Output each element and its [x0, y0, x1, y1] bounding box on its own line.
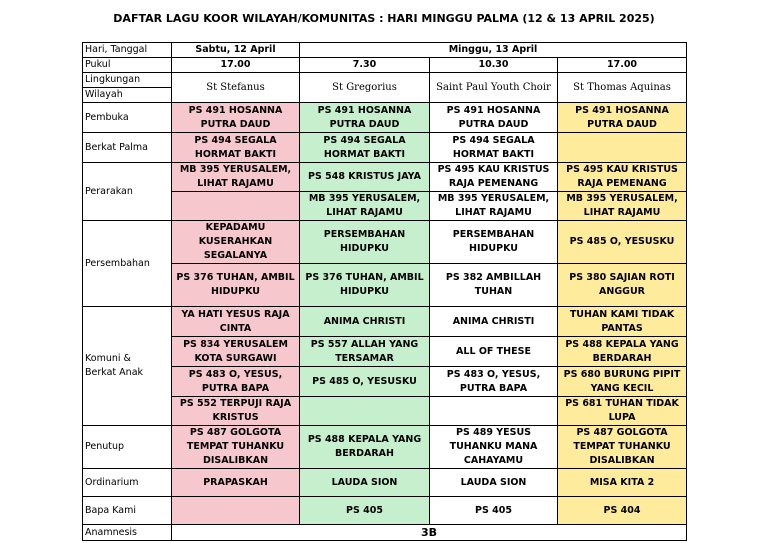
row-label: Anamnesis — [83, 525, 172, 541]
song-cell: PS 491 HOSANNA PUTRA DAUD — [172, 103, 300, 133]
time-cell: 10.30 — [430, 58, 558, 73]
song-cell: PS 485 O, YESUSKU — [300, 366, 429, 396]
song-cell: PERSEMBAHAN HIDUPKU — [430, 221, 558, 264]
time-cell: 17.00 — [558, 58, 687, 73]
song-cell: PS 557 ALLAH YANG TERSAMAR — [300, 336, 429, 366]
choir-name: Saint Paul Youth Choir — [430, 73, 558, 103]
row-label: Ordinarium — [83, 469, 172, 497]
song-cell — [300, 396, 429, 425]
komuni-label-line1: Komuni & — [85, 353, 131, 364]
song-cell: PS 405 — [300, 497, 430, 525]
komuni-column-stefanus — [172, 307, 300, 426]
header-row-date — [83, 43, 687, 58]
song-cell: PS 380 SAJIAN ROTI ANGGUR — [558, 264, 687, 307]
table-row — [83, 103, 687, 133]
song-cell: MB 395 YERUSALEM, LIHAT RAJAMU — [172, 163, 300, 192]
song-cell: KEPADAMU KUSERAHKAN SEGALANYA — [172, 221, 300, 264]
choir-name: St Stefanus — [172, 73, 300, 103]
song-cell: PS 485 O, YESUSKU — [558, 221, 687, 264]
sabtu-date: Sabtu, 12 April — [172, 43, 300, 58]
song-cell: PS 483 O, YESUS, PUTRA BAPA — [430, 366, 557, 396]
song-schedule-table — [82, 42, 687, 541]
song-cell: PS 495 KAU KRISTUS RAJA PEMENANG — [430, 163, 558, 192]
row-label: Pembuka — [83, 103, 172, 133]
komuni-column-gregorius — [300, 307, 430, 426]
wilayah-label: Wilayah — [83, 88, 172, 103]
song-cell: PS 548 KRISTUS JAYA — [300, 163, 430, 192]
song-cell: PS 376 TUHAN, AMBIL HIDUPKU — [172, 264, 300, 307]
song-cell: ANIMA CHRISTI — [323, 315, 406, 327]
song-cell — [172, 192, 300, 221]
table-row — [83, 192, 687, 221]
song-cell: PS 495 KAU KRISTUS RAJA PEMENANG — [558, 163, 687, 192]
table-row — [83, 163, 687, 192]
minggu-date: Minggu, 13 April — [300, 43, 687, 58]
song-cell: MB 395 YERUSALEM, LIHAT RAJAMU — [300, 192, 430, 221]
song-cell: PS 488 KEPALA YANG BERDARAH — [300, 426, 430, 469]
lingkungan-label: Lingkungan — [83, 73, 172, 88]
song-cell: PS 491 HOSANNA PUTRA DAUD — [300, 103, 430, 133]
table-row — [83, 497, 687, 525]
song-cell: PS 552 TERPUJI RAJA KRISTUS — [172, 396, 299, 425]
song-cell: MISA KITA 2 — [558, 469, 687, 497]
song-cell: ANIMA CHRISTI — [452, 315, 535, 327]
table-row — [83, 133, 687, 163]
choir-name: St Thomas Aquinas — [558, 73, 687, 103]
row-label: Perarakan — [83, 163, 172, 221]
row-label — [83, 307, 172, 426]
song-cell: PS 488 KEPALA YANG BERDARAH — [558, 336, 686, 366]
row-label: Persembahan — [83, 221, 172, 307]
song-cell: PRAPASKAH — [172, 469, 300, 497]
song-cell: PS 494 SEGALA HORMAT BAKTI — [430, 133, 558, 163]
song-cell: PS 494 SEGALA HORMAT BAKTI — [300, 133, 430, 163]
table-row — [83, 469, 687, 497]
song-cell: PS 491 HOSANNA PUTRA DAUD — [558, 103, 687, 133]
song-cell: PS 834 YERUSALEM KOTA SURGAWI — [172, 336, 299, 366]
song-cell: PS 680 BURUNG PIPIT YANG KECIL — [558, 366, 686, 396]
time-cell: 7.30 — [300, 58, 430, 73]
song-cell: PS 483 O, YESUS, PUTRA BAPA — [172, 366, 299, 396]
row-label: Berkat Palma — [83, 133, 172, 163]
song-cell: PS 382 AMBILLAH TUHAN — [430, 264, 558, 307]
table-row — [83, 426, 687, 469]
song-cell: PS 494 SEGALA HORMAT BAKTI — [172, 133, 300, 163]
song-cell: ALL OF THESE — [430, 336, 557, 366]
table-row — [83, 264, 687, 307]
song-cell — [558, 133, 687, 163]
song-cell: PS 405 — [430, 497, 558, 525]
choir-name: St Gregorius — [300, 73, 430, 103]
komuni-column-saint-paul — [430, 307, 558, 426]
row-label: Penutup — [83, 426, 172, 469]
song-cell: PS 489 YESUS TUHANKU MANA CAHAYAMU — [430, 426, 558, 469]
komuni-column-thomas — [558, 307, 687, 426]
song-cell: PS 404 — [558, 497, 687, 525]
song-cell: LAUDA SION — [430, 469, 558, 497]
song-cell — [430, 396, 557, 425]
song-cell: PS 491 HOSANNA PUTRA DAUD — [430, 103, 558, 133]
table-row — [83, 221, 687, 264]
song-cell: MB 395 YERUSALEM, LIHAT RAJAMU — [430, 192, 558, 221]
row-label: Bapa Kami — [83, 497, 172, 525]
header-row-choir — [83, 73, 687, 88]
hari-tanggal-label: Hari, Tanggal — [83, 43, 172, 58]
anamnesis-value: 3B — [172, 525, 687, 541]
komuni-label-line2: Berkat Anak — [85, 367, 144, 378]
song-cell: TUHAN KAMI TIDAK PANTAS — [569, 308, 675, 334]
page-title: DAFTAR LAGU KOOR WILAYAH/KOMUNITAS : HARI MINGGU PALMA (12 & 13 APRIL 2025) — [113, 12, 655, 25]
pukul-label: Pukul — [83, 58, 172, 73]
table-row — [83, 525, 687, 541]
song-cell: PS 487 GOLGOTA TEMPAT TUHANKU DISALIBKAN — [172, 426, 300, 469]
table-row-komuni — [83, 307, 687, 426]
song-cell: PERSEMBAHAN HIDUPKU — [300, 221, 430, 264]
song-cell: PS 376 TUHAN, AMBIL HIDUPKU — [300, 264, 430, 307]
header-row-time — [83, 58, 687, 73]
song-cell: MB 395 YERUSALEM, LIHAT RAJAMU — [558, 192, 687, 221]
song-cell — [172, 497, 300, 525]
song-cell: PS 681 TUHAN TIDAK LUPA — [558, 396, 686, 425]
time-cell: 17.00 — [172, 58, 300, 73]
song-cell: LAUDA SION — [300, 469, 430, 497]
song-cell: YA HATI YESUS RAJA CINTA — [181, 308, 290, 334]
song-cell: PS 487 GOLGOTA TEMPAT TUHANKU DISALIBKAN — [558, 426, 687, 469]
